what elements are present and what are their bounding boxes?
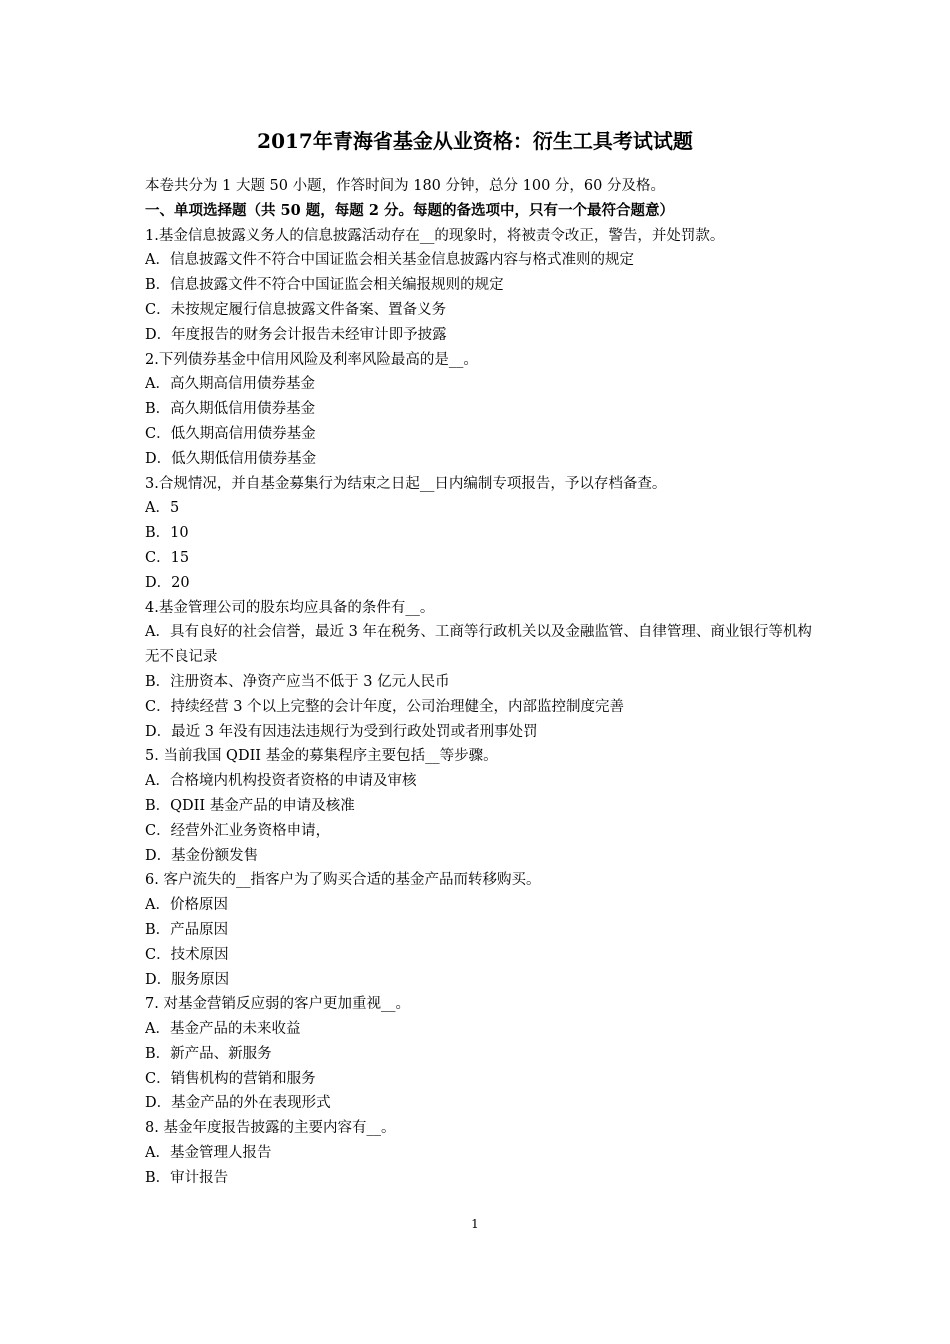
question-option: C．未按规定履行信息披露文件备案、置备义务 xyxy=(145,301,447,318)
question-option: C．15 xyxy=(145,549,190,566)
question-option: C．技术原因 xyxy=(145,946,229,963)
question-option: D．最近 3 年没有因违法违规行为受到行政处罚或者刑事处罚 xyxy=(145,723,538,740)
question-stem: 3.合规情况，并自基金募集行为结束之日起__日内编制专项报告，予以存档备查。 xyxy=(145,475,667,492)
question-stem: 8. 基金年度报告披露的主要内容有__。 xyxy=(145,1120,396,1137)
document-body xyxy=(145,174,815,1191)
question-option: C．销售机构的营销和服务 xyxy=(145,1070,316,1087)
question-option: D．低久期低信用债券基金 xyxy=(145,450,317,467)
question-stem: 5. 当前我国 QDII 基金的募集程序主要包括__等步骤。 xyxy=(145,748,498,765)
question-stem: 6. 客户流失的__指客户为了购买合适的基金产品而转移购买。 xyxy=(145,872,541,889)
question-option: D．年度报告的财务会计报告未经审计即予披露 xyxy=(145,326,447,343)
question-option: B．10 xyxy=(145,525,189,542)
question-stem: 2.下列债券基金中信用风险及利率风险最高的是__。 xyxy=(145,351,478,368)
question-option: D．基金份额发售 xyxy=(145,847,259,864)
question-option: A．合格境内机构投资者资格的申请及审核 xyxy=(145,773,417,790)
question-option: D．基金产品的外在表现形式 xyxy=(145,1095,331,1112)
question-option: B．审计报告 xyxy=(145,1169,229,1186)
question-stem: 7. 对基金营销反应弱的客户更加重视__。 xyxy=(145,996,410,1013)
question-stem: 4.基金管理公司的股东均应具备的条件有__。 xyxy=(145,599,435,616)
page-number: 1 xyxy=(471,1217,479,1231)
question-option: C．经营外汇业务资格申请， xyxy=(145,822,331,839)
exam-intro: 本卷共分为 1 大题 50 小题，作答时间为 180 分钟，总分 100 分，60 分及格。 xyxy=(145,178,665,194)
section-heading: 一、单项选择题（共 50 题，每题 2 分。每题的备选项中，只有一个最符合题意） xyxy=(145,201,674,219)
question-option: A．高久期高信用债券基金 xyxy=(145,376,315,393)
question-option: D．20 xyxy=(145,574,190,591)
question-option: B．产品原因 xyxy=(145,921,229,938)
question-option: B．QDII 基金产品的申请及核准 xyxy=(145,797,355,814)
question-option: B．信息披露文件不符合中国证监会相关编报规则的规定 xyxy=(145,277,504,294)
question-option: B．注册资本、净资产应当不低于 3 亿元人民币 xyxy=(145,673,450,690)
page-title: 2017年青海省基金从业资格：衍生工具考试试题 xyxy=(257,129,693,153)
question-option: A．基金产品的未来收益 xyxy=(145,1021,301,1038)
question-option: A．价格原因 xyxy=(145,897,228,914)
question-stem: 1.基金信息披露义务人的信息披露活动存在__的现象时，将被责令改正，警告，并处罚款。 xyxy=(145,227,725,244)
question-option: B．高久期低信用债券基金 xyxy=(145,401,316,418)
question-option: A．5 xyxy=(145,500,180,517)
question-option: C．持续经营 3 个以上完整的会计年度，公司治理健全，内部监控制度完善 xyxy=(145,698,625,715)
question-option: A．基金管理人报告 xyxy=(145,1145,272,1162)
question-option: C．低久期高信用债券基金 xyxy=(145,425,316,442)
question-option: B．新产品、新服务 xyxy=(145,1045,272,1062)
question-option: D．服务原因 xyxy=(145,971,230,988)
question-option: A．具有良好的社会信誉，最近 3 年在税务、工商等行政机关以及金融监管、自律管理、商业银行等机构无不良记录 xyxy=(145,624,812,666)
question-option: A．信息披露文件不符合中国证监会相关基金信息披露内容与格式准则的规定 xyxy=(145,252,634,269)
